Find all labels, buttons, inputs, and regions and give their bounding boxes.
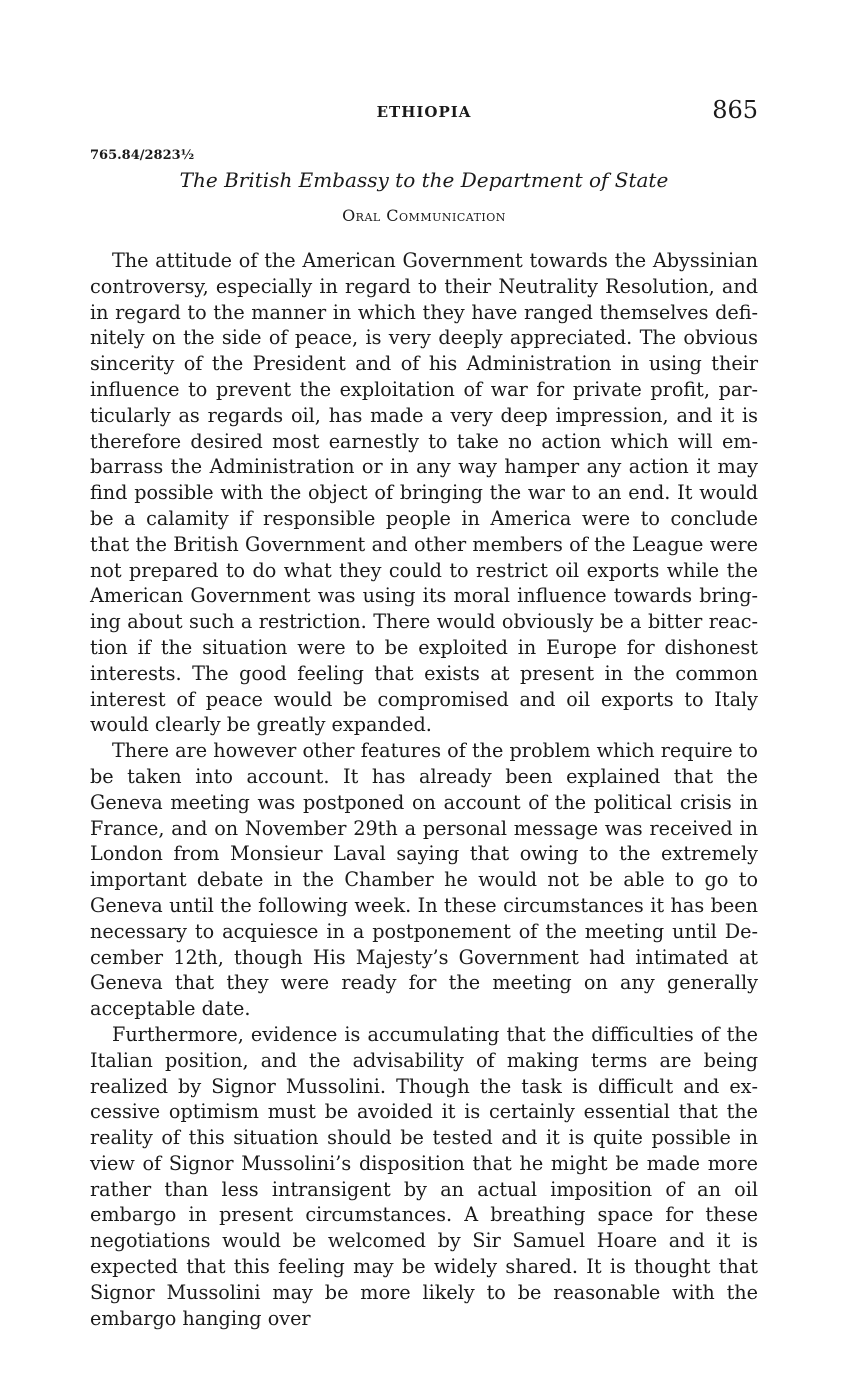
running-head xyxy=(90,96,758,126)
document-subtitle: Oral Communication xyxy=(342,206,506,225)
body-text xyxy=(90,248,758,1331)
file-number: 765.84/2823½ xyxy=(90,148,195,163)
paragraph-2: There are however other features of the problem which require to be taken into account. It has already been explained that the Geneva meeting was postponed on account of the political crisis in France, and on November 29th a personal message was received in London from Monsieur Laval saying that owing to the extremely important debate in the Chamber he would not be able to go to Geneva until the following week. In these circumstances it has been necessary to acquiesce in a postponement of the meeting until December 12th, though His Majesty’s Government had intimated at Geneva that they were ready for the meeting on any generally acceptable date. xyxy=(90,739,758,1021)
document-title: The British Embassy to the Department of State xyxy=(179,168,669,192)
paragraph-3: Furthermore, evidence is accumulating that the difficulties of the Italian position, and the advisability of making terms are being realized by Signor Mussolini. Though the task is difficult and excessive optimism must be avoided it is certainly essential that the reality of this situation should be tested and it is quite possible in view of Signor Mussolini’s disposition that he might be made more rather than less intransigent by an actual imposition of an oil embargo in present circumstances. A breathing space for these negotiations would be welcomed by Sir Samuel Hoare and it is expected that this feeling may be widely shared. It is thought that Signor Mussolini may be more likely to be reasonable with the embargo hanging over xyxy=(90,1022,758,1330)
page-number: 865 xyxy=(712,96,758,124)
paragraph-1: The attitude of the American Government towards the Abyssinian controversy, especially in regard to their Neutrality Resolution, and in regard to the manner in which they have ranged themselves definitely on the side of peace, is very deeply appreciated. The obvious sincerity of the President and of his Administration in using their influence to prevent the exploitation of war for private profit, particularly as regards oil, has made a very deep impression, and it is therefore desired most earnestly to take no action which will embarrass the Administration or in any way hamper any action it may find possible with the object of bringing the war to an end. It would be a calamity if responsible people in America were to conclude that the British Government and other members of the League were not prepared to do what they could to restrict oil exports while the American Government was using its moral influence towards bringing about such a restriction. There would obviously be a bitter reaction if the situation were to be exploited in Europe for dishonest interests. The good feeling that exists at present in the common interest of peace would be compromised and oil exports to Italy would clearly be greatly expanded. xyxy=(90,249,758,737)
running-title: ETHIOPIA xyxy=(376,103,472,121)
